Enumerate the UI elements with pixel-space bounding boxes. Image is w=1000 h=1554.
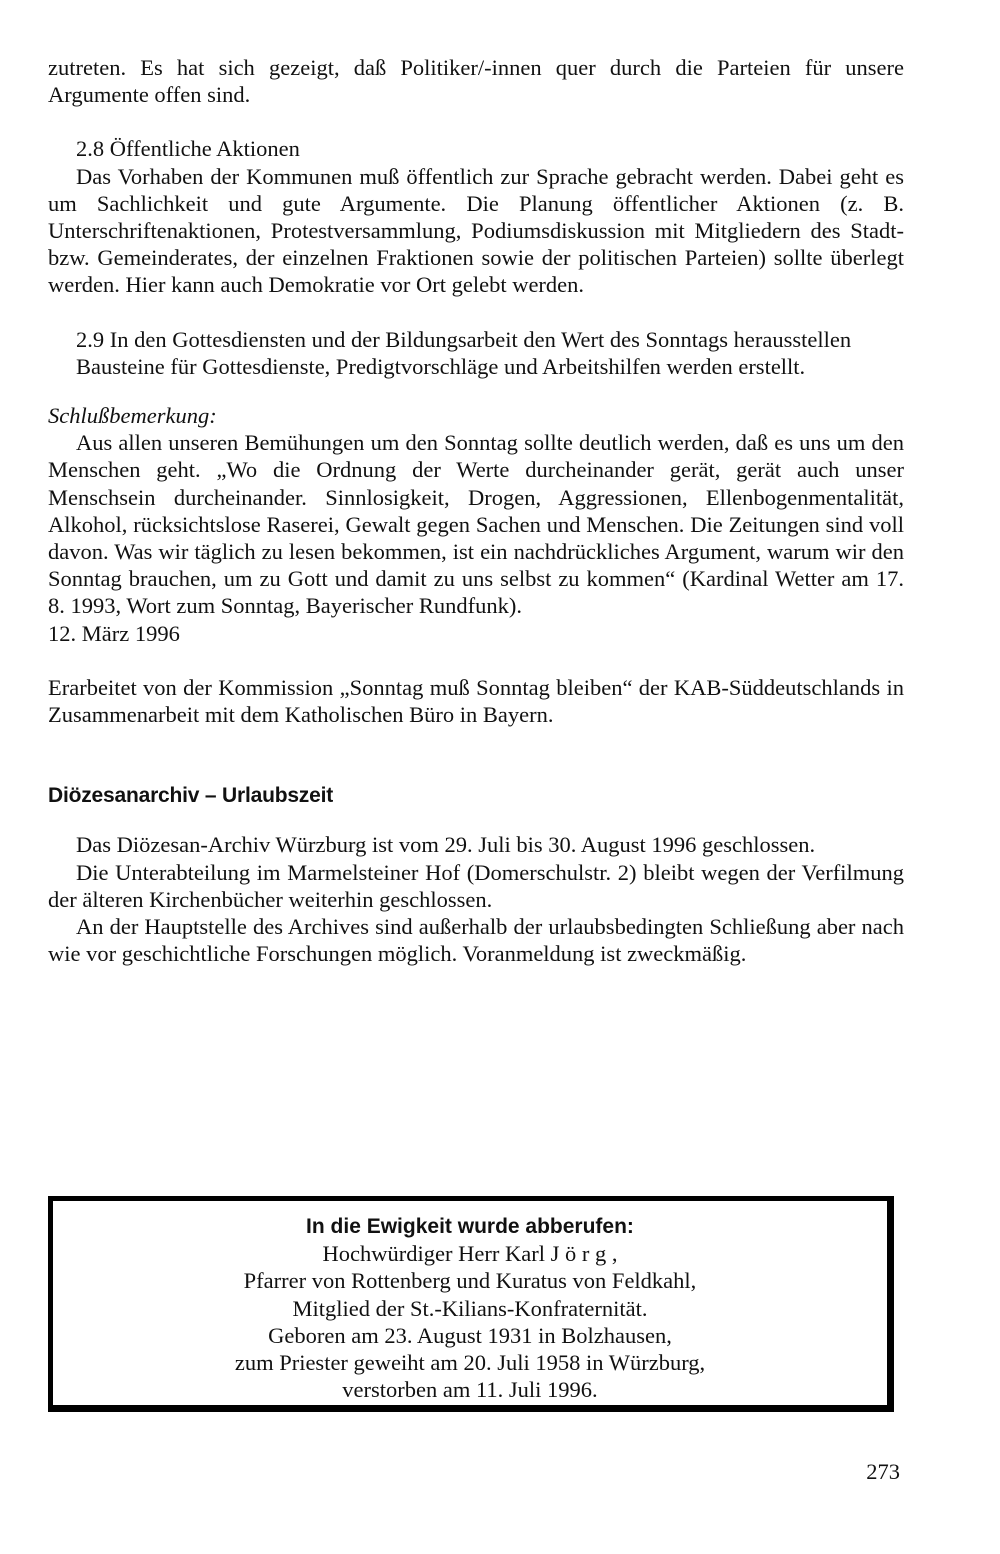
obituary-line-2: Pfarrer von Rottenberg und Kuratus von Feldkahl,	[243, 1268, 697, 1294]
obituary-line-1: Hochwürdiger Herr Karl J ö r g ,	[322, 1241, 618, 1267]
obituary-line-6: verstorben am 11. Juli 1996.	[342, 1377, 598, 1403]
obituary-line-4: Geboren am 23. August 1931 in Bolzhausen,	[268, 1322, 672, 1348]
obituary-line-5: zum Priester geweiht am 20. Juli 1958 in Würzburg,	[234, 1350, 706, 1376]
page-body	[48, 54, 904, 967]
obituary-title: In die Ewigkeit wurde abberufen:	[306, 1215, 634, 1238]
closing-date: 12. März 1996	[48, 620, 180, 646]
archive-paragraph-2: Die Unterabteilung im Marmelsteiner Hof (Domerschulstr. 2) bleibt wegen der Verfilmung der älteren Kirchenbücher weiterhin geschlossen.	[48, 859, 904, 912]
intro-paragraph: zutreten. Es hat sich gezeigt, daß Politiker/-innen quer durch die Parteien für unsere Argumente offen sind.	[48, 55, 904, 108]
obituary-box	[48, 1196, 894, 1412]
section-2-9-body: Bausteine für Gottesdienste, Predigtvorschläge und Arbeitshilfen werden erstellt.	[76, 353, 806, 379]
page-number: 273	[866, 1459, 900, 1484]
archive-title: Diözesanarchiv – Urlaubszeit	[48, 784, 334, 808]
archive-paragraph-3: An der Hauptstelle des Archives sind außerhalb der urlaubsbedingten Schließung aber nach wie vor geschichtliche Forschungen möglich. Voranmeldung ist zweckmäßig.	[48, 914, 904, 967]
section-2-9-heading: 2.9 In den Gottesdiensten und der Bildungsarbeit den Wert des Sonntags herausstellen	[76, 326, 852, 352]
closing-credit: Erarbeitet von der Kommission „Sonntag muß Sonntag bleiben“ der KAB-Süddeutschlands in Zusammenarbeit mit dem Katholischen Büro in Bayern.	[48, 674, 904, 728]
closing-body: Aus allen unseren Bemühungen um den Sonntag sollte deutlich werden, daß es uns um den Menschen geht. „Wo die Ordnung der Werte durcheinander gerät, gerät auch unser Menschsein durcheinander. Sinnlosigkeit, Drogen, Aggressionen, Ellenbogenmentalität, Alkohol, rücksichtslose Raserei, Gewalt gegen Sachen und Menschen. Die Zeitungen sind voll davon. Was wir täglich zu lesen bekommen, ist ein nachdrückliches Argument, warum wir den Sonntag brauchen, um zu Gott und damit zu uns selbst zu kommen“ (Kardinal Wetter am 17. 8. 1993, Wort zum Sonntag, Bayerischer Rundfunk).	[48, 430, 904, 619]
section-2-8-heading: 2.8 Öffentliche Aktionen	[76, 136, 300, 162]
obituary-line-3: Mitglied der St.-Kilians-Konfraternität.	[292, 1295, 648, 1321]
archive-paragraph-1: Das Diözesan-Archiv Würzburg ist vom 29. Juli bis 30. August 1996 geschlossen.	[76, 832, 816, 858]
closing-label: Schlußbemerkung:	[48, 403, 217, 429]
section-2-8-body: Das Vorhaben der Kommunen muß öffentlich zur Sprache gebracht werden. Dabei geht es um Sachlichkeit und gute Argumente. Die Planung öffentlicher Aktionen (z. B. Unterschriftenaktionen, Protestversammlung, Podiumsdiskussion mit Mitgliedern des Stadt- bzw. Gemeinderates, der einzelnen Fraktionen sowie der politischen Parteien) sollte überlegt werden. Hier kann auch Demokratie vor Ort gelebt werden.	[48, 163, 904, 298]
